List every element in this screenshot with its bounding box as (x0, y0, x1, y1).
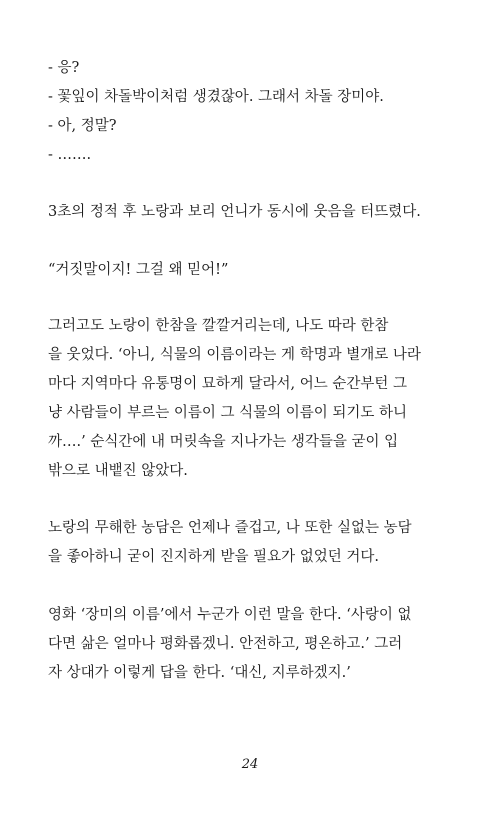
paragraph-line: 냥 사람들이 부르는 이름이 그 식물의 이름이 되기도 하니 (48, 405, 408, 421)
quote-line: “거짓말이지! 그걸 왜 믿어!” (48, 262, 229, 278)
paragraph-line: 다면 삶은 얼마나 평화롭겠니. 안전하고, 평온하고.’ 그러 (48, 636, 403, 652)
paragraph-line: 까….’ 순식간에 내 머릿속을 지나가는 생각들을 굳이 입 (48, 434, 399, 450)
paragraph-line: 그러고도 노랑이 한참을 깔깔거리는데, 나도 따라 한참 (48, 318, 389, 334)
dialogue-line: - 꽃잎이 차돌박이처럼 생겼잖아. 그래서 차돌 장미야. (48, 89, 384, 105)
paragraph-line: 을 좋아하니 굳이 진지하게 받을 필요가 없었던 거다. (48, 549, 380, 565)
dialogue-line: - ……. (48, 147, 92, 163)
paragraph-line: 밖으로 내뱉진 않았다. (48, 463, 188, 479)
paragraph-line: 자 상대가 이렇게 답을 한다. ‘대신, 지루하겠지.’ (48, 665, 351, 681)
paragraph-line: 마다 지역마다 유통명이 묘하게 달라서, 어느 순간부턴 그 (48, 376, 408, 392)
paragraph-line: 3초의 정적 후 노랑과 보리 언니가 동시에 웃음을 터뜨렸다. (48, 204, 421, 220)
paragraph-line: 영화 ‘장미의 이름’에서 누군가 이런 말을 한다. ‘사랑이 없 (48, 607, 412, 623)
page-number: 24 (241, 757, 259, 772)
dialogue-line: - 아, 정말? (48, 118, 117, 134)
dialogue-line: - 응? (48, 60, 80, 76)
paragraph-line: 을 웃었다. ‘아니, 식물의 이름이라는 게 학명과 별개로 나라 (48, 347, 421, 363)
paragraph-line: 노랑의 무해한 농담은 언제나 즐겁고, 나 또한 실없는 농담 (48, 520, 412, 536)
